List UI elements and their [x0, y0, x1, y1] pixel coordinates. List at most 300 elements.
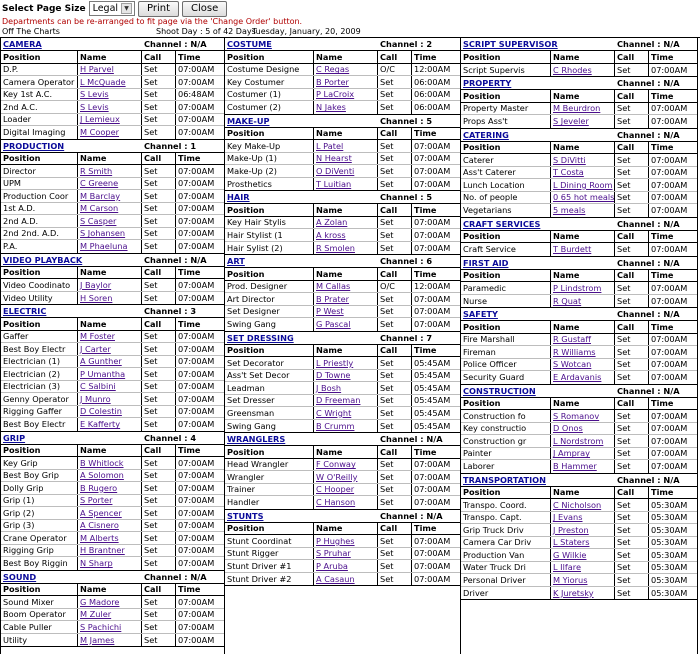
crew-name-link[interactable]: J Evans: [553, 512, 583, 523]
call-cell: Set: [615, 243, 649, 256]
call-cell: Set: [615, 524, 649, 536]
time-cell: 05:30AM: [651, 574, 688, 585]
time-cell: 07:00AM: [414, 217, 451, 228]
table-row: [1, 557, 224, 570]
print-button[interactable]: Print: [138, 1, 179, 17]
crew-name-link[interactable]: B Hammer: [553, 461, 597, 472]
department-link[interactable]: CAMERA: [3, 39, 42, 49]
call-header: Call: [378, 446, 412, 458]
table-row: [1, 596, 224, 609]
call-header: Call: [378, 345, 412, 357]
position-cell: Costume Designe: [225, 64, 314, 76]
department-link[interactable]: WRANGLERS: [227, 434, 286, 444]
rearrange-notice: Departments can be re-arranged to fit page via the 'Change Order' button.: [2, 17, 303, 26]
position-cell: Best Boy Electr: [1, 418, 78, 431]
time-cell: 07:00AM: [651, 334, 688, 345]
department-section: [225, 38, 460, 115]
table-row: [1, 343, 224, 356]
position-cell: Production Van: [461, 549, 551, 561]
close-button[interactable]: Close: [182, 1, 227, 17]
table-header-row: [225, 204, 460, 217]
chevron-down-icon[interactable]: ▼: [121, 3, 132, 14]
table-row: [1, 89, 224, 102]
crew-name-link[interactable]: S Porter: [80, 495, 113, 506]
crew-name-link[interactable]: P Umantha: [80, 368, 126, 379]
crew-name-link[interactable]: G Pascal: [316, 319, 351, 330]
call-cell: Set: [615, 499, 649, 511]
department-link[interactable]: CONSTRUCTION: [463, 385, 536, 396]
position-cell: Key 1st A.C.: [1, 89, 78, 101]
position-cell: Grip (3): [1, 520, 78, 532]
crew-name-link[interactable]: C Regas: [316, 64, 350, 75]
call-header: Call: [142, 318, 176, 330]
table-row: [461, 499, 697, 512]
call-cell: Set: [142, 89, 176, 101]
department-link[interactable]: SAFETY: [463, 309, 498, 319]
crew-name-link[interactable]: W O'Reilly: [316, 471, 358, 482]
crew-name-link[interactable]: S DiVitti: [553, 154, 586, 165]
table-row: [225, 281, 460, 294]
crew-name-link[interactable]: G Madore: [80, 596, 120, 607]
time-cell: 07:00AM: [178, 64, 215, 75]
crew-name-link[interactable]: S Romanov: [553, 410, 600, 421]
position-cell: Camera Operator: [1, 76, 78, 88]
crew-name-link[interactable]: A Spencer: [80, 507, 122, 518]
time-header: Time: [651, 142, 674, 153]
call-cell: Set: [378, 573, 412, 586]
position-cell: Sound Mixer: [1, 596, 78, 608]
time-cell: 05:30AM: [651, 562, 688, 573]
crew-name-link[interactable]: S Wotcan: [553, 359, 592, 370]
crew-name-link[interactable]: P Hughes: [316, 535, 355, 546]
crew-name-link[interactable]: P Aruba: [316, 560, 348, 571]
department-section: [225, 115, 460, 192]
time-cell: 07:00AM: [178, 101, 215, 112]
name-header: Name: [551, 142, 615, 154]
position-cell: Leadman: [225, 382, 314, 394]
position-header: Position: [461, 487, 551, 499]
department-section: [225, 510, 460, 587]
call-cell: Set: [142, 495, 176, 507]
table-row: [225, 573, 460, 586]
time-cell: 05:30AM: [651, 587, 688, 598]
time-cell: 07:00AM: [651, 372, 688, 383]
call-header: Call: [615, 487, 649, 499]
crew-name-link[interactable]: 0 65 hot meals: [553, 192, 615, 203]
crew-name-link[interactable]: M Cooper: [80, 127, 120, 138]
table-row: [1, 240, 224, 253]
position-cell: Construction fo: [461, 410, 551, 422]
call-cell: Set: [615, 410, 649, 422]
call-cell: Set: [142, 292, 176, 305]
time-cell: 07:00AM: [178, 228, 215, 239]
position-cell: Paramedic: [461, 282, 551, 294]
crew-name-link[interactable]: R Smolen: [316, 242, 355, 253]
position-cell: Electrician (3): [1, 381, 78, 393]
position-cell: 2nd 2nd. A.D.: [1, 228, 78, 240]
call-cell: Set: [615, 460, 649, 473]
call-header: Call: [615, 321, 649, 333]
call-cell: Set: [615, 537, 649, 549]
crew-name-link[interactable]: B Prater: [316, 293, 350, 304]
crew-name-link[interactable]: D Onos: [553, 423, 583, 434]
name-header: Name: [78, 584, 142, 596]
crew-name-link[interactable]: M Barclay: [80, 190, 121, 201]
crew-name-link[interactable]: C Greene: [80, 178, 119, 189]
channel-label: Channel : N/A: [617, 78, 680, 88]
crew-name-link[interactable]: M Zuler: [80, 609, 112, 620]
department-link[interactable]: SET DRESSING: [227, 332, 294, 343]
time-header: Time: [414, 268, 437, 279]
table-row: [461, 64, 697, 77]
time-cell: 07:00AM: [178, 127, 215, 138]
department-section: [461, 77, 697, 129]
table-row: [225, 484, 460, 497]
call-cell: Set: [615, 115, 649, 128]
crew-name-link[interactable]: G Wilkie: [553, 549, 587, 560]
table-header-row: [225, 523, 460, 536]
crew-name-link[interactable]: B Rugero: [80, 482, 118, 493]
crew-name-link[interactable]: S Johansen: [80, 228, 126, 239]
name-header: Name: [78, 318, 142, 330]
crew-name-link[interactable]: S Levis: [80, 89, 109, 100]
position-cell: Hair Stylist (1: [225, 229, 314, 241]
position-cell: Security Guard: [461, 371, 551, 384]
crew-name-link[interactable]: A Cisnero: [80, 520, 119, 531]
crew-name-link[interactable]: A Casaun: [316, 573, 355, 584]
crew-name-link[interactable]: J Lemieux: [80, 114, 120, 125]
table-row: [1, 76, 224, 89]
crew-name-link[interactable]: C Rhodes: [553, 64, 592, 75]
call-cell: Set: [378, 496, 412, 509]
time-cell: 07:00AM: [651, 410, 688, 421]
position-cell: Video Coodinato: [1, 279, 78, 291]
table-row: [225, 242, 460, 255]
department-link[interactable]: CRAFT SERVICES: [463, 218, 541, 229]
position-cell: Key Hair Stylis: [225, 217, 314, 229]
department-link[interactable]: CATERING: [463, 129, 509, 140]
position-cell: Art Director: [225, 293, 314, 305]
department-header: [225, 191, 460, 204]
time-header: Time: [178, 51, 201, 62]
call-header: Call: [615, 142, 649, 154]
call-cell: Set: [615, 334, 649, 346]
call-cell: Set: [378, 293, 412, 305]
time-cell: 07:00AM: [651, 282, 688, 293]
table-row: [461, 167, 697, 180]
department-link[interactable]: TRANSPORTATION: [463, 474, 546, 485]
department-link[interactable]: VIDEO PLAYBACK: [3, 254, 83, 265]
crew-name-link[interactable]: J Preston: [553, 524, 589, 535]
page-size-select[interactable]: [89, 1, 135, 16]
call-cell: Set: [378, 560, 412, 572]
time-cell: 07:00AM: [651, 359, 688, 370]
call-cell: Set: [142, 596, 176, 608]
time-header: Time: [651, 270, 674, 281]
name-header: Name: [551, 398, 615, 410]
position-cell: Stunt Rigger: [225, 548, 314, 560]
department-section: [461, 385, 697, 474]
crew-name-link[interactable]: O DiVenti: [316, 165, 355, 176]
position-header: Position: [1, 267, 78, 279]
call-header: Call: [142, 153, 176, 165]
time-cell: 07:00AM: [651, 448, 688, 459]
position-cell: Transpo. Capt.: [461, 512, 551, 524]
crew-name-link[interactable]: E Ardavanis: [553, 372, 602, 383]
position-header: Position: [225, 345, 314, 357]
department-link[interactable]: STUNTS: [227, 510, 264, 521]
time-header: Time: [414, 128, 437, 139]
table-row: [1, 368, 224, 381]
position-header: Position: [225, 51, 314, 63]
time-cell: 07:00AM: [178, 609, 215, 620]
time-cell: 07:00AM: [178, 520, 215, 531]
table-header-row: [461, 90, 697, 103]
position-cell: Electrician (2): [1, 368, 78, 380]
position-cell: Grip (2): [1, 507, 78, 519]
crew-name-link[interactable]: R Smith: [80, 165, 113, 176]
position-cell: Key Make-Up: [225, 140, 314, 152]
call-cell: Set: [142, 343, 176, 355]
position-header: Position: [461, 398, 551, 410]
time-cell: 07:00AM: [178, 292, 215, 303]
call-cell: Set: [142, 228, 176, 240]
crew-name-link[interactable]: A Gunther: [80, 356, 122, 367]
table-row: [225, 178, 460, 191]
crew-name-link[interactable]: B Crumm: [316, 420, 355, 431]
crew-name-link[interactable]: C Hanson: [316, 497, 356, 508]
crew-name-link[interactable]: S Casper: [80, 215, 117, 226]
crew-name-link[interactable]: J Munro: [80, 393, 111, 404]
time-cell: 07:00AM: [414, 459, 451, 470]
table-header-row: [1, 267, 224, 280]
time-cell: 07:00AM: [178, 482, 215, 493]
call-cell: Set: [142, 609, 176, 621]
department-section: [1, 571, 224, 648]
table-row: [461, 359, 697, 372]
time-cell: 07:00AM: [414, 178, 451, 189]
crew-name-link[interactable]: D Freeman: [316, 395, 361, 406]
crew-name-link[interactable]: E Kafferty: [80, 419, 121, 430]
crew-name-link[interactable]: L Ilfare: [553, 562, 581, 573]
position-cell: Swing Gang: [225, 420, 314, 433]
time-cell: 06:48AM: [178, 89, 215, 100]
crew-name-link[interactable]: L Priestly: [316, 357, 354, 368]
department-header: [225, 115, 460, 128]
time-cell: 06:00AM: [414, 76, 451, 87]
channel-label: Channel : N/A: [617, 257, 680, 268]
crew-name-link[interactable]: L Patel: [316, 140, 344, 151]
call-cell: Set: [142, 203, 176, 215]
call-cell: Set: [142, 406, 176, 418]
table-row: [1, 495, 224, 508]
crew-name-link[interactable]: P LaCroix: [316, 89, 355, 100]
crew-name-link[interactable]: F Conway: [316, 459, 356, 470]
table-row: [225, 89, 460, 102]
crew-name-link[interactable]: L Dining Room: [553, 179, 613, 190]
department-link[interactable]: SCRIPT SUPERVISOR: [463, 39, 558, 49]
crew-name-link[interactable]: T Burdett: [553, 244, 592, 255]
department-link[interactable]: SOUND: [3, 571, 37, 582]
crew-name-link[interactable]: L McQuade: [80, 76, 126, 87]
department-section: [461, 129, 697, 218]
time-cell: 07:00AM: [651, 244, 688, 255]
department-link[interactable]: ELECTRIC: [3, 306, 47, 316]
channel-label: Channel : 5: [380, 192, 433, 202]
crew-name-link[interactable]: M Beurdron: [553, 103, 601, 114]
table-row: [1, 532, 224, 545]
crew-name-link[interactable]: S Pruhar: [316, 548, 351, 559]
table-header-row: [225, 268, 460, 281]
crew-name-link[interactable]: P West: [316, 306, 344, 317]
crew-name-link[interactable]: N Jakes: [316, 102, 346, 113]
crew-name-link[interactable]: N Hearst: [316, 153, 352, 164]
crew-name-link[interactable]: A Zolan: [316, 217, 348, 228]
position-cell: Set Dresser: [225, 395, 314, 407]
department-section: [225, 332, 460, 434]
call-cell: O/C: [378, 281, 412, 293]
crew-name-link[interactable]: N Sharp: [80, 558, 113, 569]
position-header: Position: [461, 51, 551, 63]
crew-name-link[interactable]: L Nordstrom: [553, 435, 604, 446]
crew-name-link[interactable]: M Carson: [80, 203, 119, 214]
crew-name-link[interactable]: H Parvel: [80, 64, 114, 75]
position-cell: Fire Marshall: [461, 334, 551, 346]
crew-name-link[interactable]: J Carter: [80, 343, 111, 354]
name-header: Name: [314, 204, 378, 216]
department-header: [225, 332, 460, 345]
crew-name-link[interactable]: R Gustaff: [553, 334, 591, 345]
position-cell: Loader: [1, 114, 78, 126]
crew-name-link[interactable]: J Baylor: [80, 279, 112, 290]
department-link[interactable]: MAKE-UP: [227, 115, 270, 126]
crew-name-link[interactable]: J Bosh: [316, 382, 342, 393]
crew-name-link[interactable]: H Soren: [80, 292, 113, 303]
time-cell: 07:00AM: [414, 319, 451, 330]
department-link[interactable]: COSTUME: [227, 39, 272, 49]
crew-name-link[interactable]: A kross: [316, 229, 346, 240]
table-row: [1, 507, 224, 520]
crew-name-link[interactable]: P Lindstrom: [553, 282, 602, 293]
crew-name-link[interactable]: T Luitian: [316, 178, 352, 189]
call-cell: Set: [142, 331, 176, 343]
crew-name-link[interactable]: A Solomon: [80, 470, 124, 481]
crew-name-link[interactable]: T Costa: [553, 167, 584, 178]
crew-name-link[interactable]: M Callas: [316, 281, 351, 292]
name-header: Name: [551, 231, 615, 243]
table-row: [1, 114, 224, 127]
crew-name-link[interactable]: M James: [80, 634, 115, 645]
name-header: Name: [314, 128, 378, 140]
table-row: [461, 154, 697, 167]
time-cell: 12:00AM: [414, 281, 451, 292]
crew-name-link[interactable]: S Pachichi: [80, 621, 122, 632]
crew-name-link[interactable]: K Juretsky: [553, 587, 594, 598]
department-link[interactable]: ART: [227, 256, 245, 266]
department-link[interactable]: HAIR: [227, 192, 250, 202]
table-row: [1, 520, 224, 533]
position-cell: Fireman: [461, 346, 551, 358]
crew-name-link[interactable]: C Wright: [316, 407, 352, 418]
time-cell: 07:00AM: [651, 423, 688, 434]
position-cell: Craft Service: [461, 243, 551, 256]
table-row: [1, 634, 224, 647]
call-cell: Set: [142, 557, 176, 570]
time-cell: 07:00AM: [414, 140, 451, 151]
department-link[interactable]: FIRST AID: [463, 257, 509, 268]
crew-name-link[interactable]: B Porter: [316, 76, 349, 87]
crew-name-link[interactable]: S Jeveler: [553, 116, 589, 127]
crew-name-link[interactable]: D Colestin: [80, 406, 122, 417]
crew-name-link[interactable]: M Foster: [80, 331, 115, 342]
crew-name-link[interactable]: 5 meals: [553, 205, 586, 216]
department-header: [461, 257, 697, 270]
crew-name-link[interactable]: D Towne: [316, 370, 351, 381]
department-link[interactable]: PROPERTY: [463, 78, 512, 88]
time-cell: 07:00AM: [178, 507, 215, 518]
time-cell: 07:00AM: [651, 179, 688, 190]
channel-label: Channel : 5: [380, 115, 433, 126]
time-cell: 07:00AM: [178, 76, 215, 87]
crew-name-link[interactable]: C Nicholson: [553, 499, 602, 510]
position-cell: Costumer (1): [225, 89, 314, 101]
time-header: Time: [651, 398, 674, 409]
position-cell: Greensman: [225, 407, 314, 419]
department-link[interactable]: GRIP: [3, 432, 26, 443]
time-cell: 05:30AM: [651, 512, 688, 523]
crew-name-link[interactable]: C Hooper: [316, 484, 355, 495]
time-cell: 07:00AM: [414, 535, 451, 546]
time-cell: 05:45AM: [414, 407, 451, 418]
crew-name-link[interactable]: C Salbini: [80, 381, 116, 392]
crew-name-link[interactable]: H Brantner: [80, 545, 125, 556]
position-cell: Production Coor: [1, 190, 78, 202]
department-section: [461, 218, 697, 257]
time-header: Time: [414, 446, 437, 457]
call-cell: Set: [615, 179, 649, 191]
department-header: [461, 77, 697, 90]
time-cell: 07:00AM: [178, 406, 215, 417]
position-cell: Police Officer: [461, 359, 551, 371]
position-cell: Digital Imaging: [1, 126, 78, 139]
department-link[interactable]: PRODUCTION: [3, 140, 65, 151]
position-cell: Handler: [225, 496, 314, 509]
time-cell: 07:00AM: [178, 241, 215, 252]
call-cell: Set: [142, 457, 176, 469]
crew-name-link[interactable]: J Ampray: [553, 448, 591, 459]
department-section: [225, 191, 460, 255]
time-cell: 07:00AM: [414, 573, 451, 584]
table-row: [461, 435, 697, 448]
name-header: Name: [551, 51, 615, 63]
crew-name-link[interactable]: R Quat: [553, 295, 582, 306]
table-row: [1, 393, 224, 406]
crew-name-link[interactable]: M Phaeluna: [80, 241, 128, 252]
position-header: Position: [461, 270, 551, 282]
show-title: Off The Charts: [2, 27, 60, 36]
time-cell: 07:00AM: [651, 192, 688, 203]
crew-name-link[interactable]: L Staters: [553, 537, 590, 548]
time-cell: 07:00AM: [651, 295, 688, 306]
time-header: Time: [414, 345, 437, 356]
position-cell: Rigging Grip: [1, 545, 78, 557]
crew-name-link[interactable]: S Levis: [80, 101, 109, 112]
call-cell: Set: [378, 101, 412, 114]
crew-name-link[interactable]: M Alberts: [80, 532, 119, 543]
crew-name-link[interactable]: R Williams: [553, 346, 596, 357]
crew-name-link[interactable]: B Whitlock: [80, 457, 124, 468]
crew-name-link[interactable]: M Yiorus: [553, 574, 588, 585]
